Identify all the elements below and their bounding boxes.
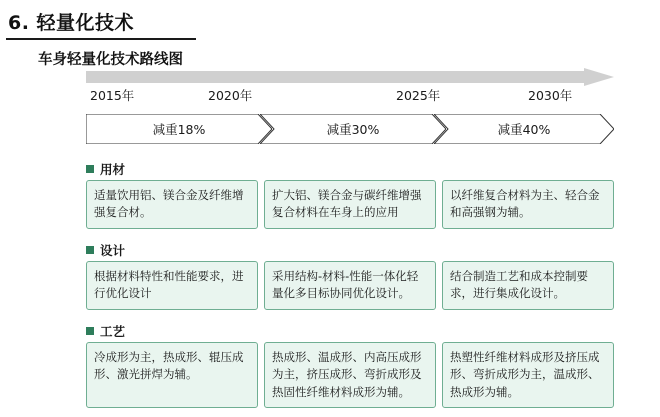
content-cell: 扩大铝、镁合金与碳纤维增强复合材料在车身上的应用 [264, 180, 436, 229]
timeline-year: 2015年 [90, 88, 135, 103]
content-cell: 热成形、温成形、内高压成形为主，挤压成形、弯折成形及热固性纤维材料成形为辅。 [264, 342, 436, 408]
section-label: 工艺 [100, 324, 126, 339]
content-cell: 热塑性纤维材料成形及挤压成形、弯折成形为主，温成形、热成形为辅。 [442, 342, 614, 408]
content-cell: 结合制造工艺和成本控制要求，进行集成化设计。 [442, 261, 614, 310]
section-row-materials [86, 180, 614, 229]
content-cell: 根据材料特性和性能要求，进行优化设计 [86, 261, 258, 310]
reduction-label: 减重18% [152, 122, 206, 137]
reduction-label: 减重30% [326, 122, 380, 137]
page-title: 6. 轻量化技术 [8, 12, 135, 34]
reduction-chevron [434, 114, 614, 144]
section-label: 设计 [100, 243, 126, 258]
slide-subtitle: 车身轻量化技术路线图 [38, 52, 183, 68]
section-header-materials [86, 160, 125, 178]
content-cell: 冷成形为主，热成形、辊压成形、激光拼焊为辅。 [86, 342, 258, 408]
square-bullet-icon [86, 246, 94, 254]
section-header-process [86, 322, 125, 340]
timeline-year: 2030年 [528, 88, 573, 103]
timeline-year-labels [86, 86, 614, 104]
content-cell: 适量饮用铝、镁合金及纤维增强复合材。 [86, 180, 258, 229]
reduction-label: 减重40% [497, 122, 551, 137]
section-row-design [86, 261, 614, 310]
section-label: 用材 [100, 162, 126, 177]
content-cell: 采用结构-材料-性能一体化轻量化多目标协同优化设计。 [264, 261, 436, 310]
timeline-year: 2020年 [208, 88, 253, 103]
timeline-arrow [86, 68, 614, 86]
reduction-chevron [260, 114, 446, 144]
reduction-chevron [86, 114, 272, 144]
square-bullet-icon [86, 165, 94, 173]
content-cell: 以纤维复合材料为主、轻合金和高强钢为辅。 [442, 180, 614, 229]
reduction-chevron-band [86, 114, 614, 144]
title-underline [6, 38, 196, 40]
square-bullet-icon [86, 327, 94, 335]
timeline-year: 2025年 [396, 88, 441, 103]
section-header-design [86, 241, 125, 259]
section-row-process [86, 342, 614, 408]
